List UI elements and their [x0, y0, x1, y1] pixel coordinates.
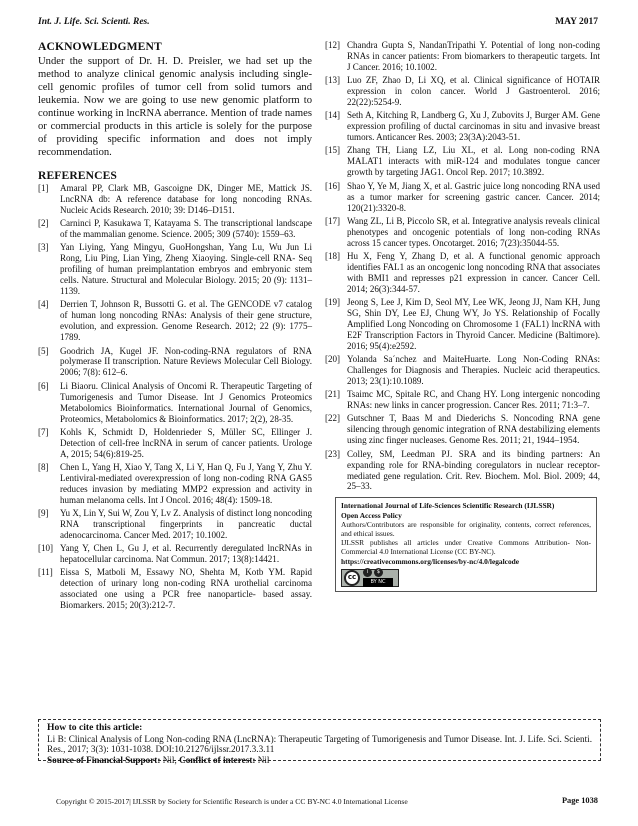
reference-item: [38, 508, 312, 541]
reference-number: [11]: [38, 567, 53, 578]
reference-text: Yolanda Sa´nchez and MaiteHuarte. Long Non-Coding RNAs: Challenges for Diagnosis and Therapies. Nucleic acid therapeutics. 2013; 23(1):10.1089.: [347, 354, 600, 387]
reference-item: [325, 413, 600, 446]
reference-text: Amaral PP, Clark MB, Gascoigne DK, Dinger ME, Mattick JS. LncRNA db: A reference database for long noncoding RNAs. Nucleic Acids Research. 2010; 39: D146–D151.: [60, 183, 312, 215]
reference-text: Wang ZL, Li B, Piccolo SR, et al. Integrative analysis reveals clinical phenotypes and oncogenic potentials of long non-coding RNAs across 15 cancer types. Oncotarget. 2016; 7(23):35044-55.: [347, 215, 600, 248]
acknowledgment-text: Under the support of Dr. H. D. Preisler, we had set up the method to analyze clinical genomic analysis including single-cell genomic profiles of tumor cell from solid tumors and leukemia. Now we are going to use new genomic platform to continue working in lncRNA aberrance. Mention of trade names or commercial products in this article is solely for the purpose of providing specific information and does not imply recommendation.: [38, 56, 312, 158]
left-column: [38, 40, 312, 614]
reference-text: Luo ZF, Zhao D, Li XQ, et al. Clinical significance of HOTAIR expression in colon cancer. World J Gastroenterol. 2016; 22(22):5254-9.: [347, 75, 600, 108]
noncommercial-icon: $: [374, 568, 383, 577]
cc-license-label: [363, 578, 393, 587]
creative-commons-by-nc-badge-icon: [341, 569, 399, 587]
cc-license-icons: [363, 568, 393, 587]
reference-text: Seth A, Kitching R, Landberg G, Xu J, Zubovits J, Burger AM. Gene expression profiling of ductal carcinomas in situ and invasive breast tumors. Anticancer Res. 2003; 23(3A):2043-51.: [347, 110, 600, 143]
reference-text: Derrien T, Johnson R, Bussotti G. et al. The GENCODE v7 catalog of human long noncoding RNAs: Analysis of their gene structure, evolution, and expression. Genome Research. 2012; 22 (9): 1775–1789.: [60, 299, 312, 343]
reference-number: [13]: [325, 75, 341, 86]
acknowledgment-heading: ACKNOWLEDGMENT: [38, 40, 162, 53]
reference-number: [21]: [325, 389, 341, 400]
open-access-policy-heading: Open Access Policy: [341, 510, 402, 520]
references-heading: REFERENCES: [38, 169, 117, 182]
citation-text: Li B: Clinical Analysis of Long Non-coding RNA (LncRNA): Therapeutic Targeting of Tumorigenesis and Tumor Disease. Int. J. Life. Sci. Scienti. Res., 2017; 3(3): 1031-1038. DOI:10.21276/ijlssr.2017.3.3.11: [47, 733, 592, 755]
reference-number: [5]: [38, 345, 49, 356]
reference-number: [20]: [325, 354, 341, 365]
reference-item: [325, 297, 600, 352]
reference-number: [14]: [325, 110, 341, 121]
reference-text: Tsaimc MC, Spitale RC, and Chang HY. Long intergenic noncoding RNAs: new links in cancer progression. Cancer Res. 2011; 71:3–7.: [347, 389, 600, 411]
reference-item: [325, 389, 600, 411]
cc-by-label: BY: [370, 579, 377, 586]
reference-number: [18]: [325, 250, 341, 261]
license-link[interactable]: https://creativecommons.org/licenses/by-nc/4.0/legalcode: [341, 556, 520, 566]
reference-item: [325, 145, 600, 178]
reference-item: [325, 251, 600, 295]
open-access-policy-box: [335, 497, 597, 591]
conflict-value: Nil: [257, 754, 270, 765]
reference-number: [23]: [325, 448, 341, 459]
reference-number: [2]: [38, 218, 49, 229]
reference-text: Jeong S, Lee J, Kim D, Seol MY, Lee WK, Jeong JJ, Nam KH, Jung SG, Shin DY, Lee EJ, Chung WY, Jo YS. Relationship of Focally Amplified Long Noncoding on Chromosome 1 (FAL1) lncRNA with E2F Transcription Factors in Thyroid Cancer. Medicine (Baltimore). 2016; 95(4):e2592.: [347, 297, 600, 351]
reference-text: Carninci P, Kasukawa T, Katayama S. The transcriptional landscape of the mammalian genome. Science. 2005; 309 (5740): 1559–63.: [60, 218, 312, 240]
reference-text: Goodrich JA, Kugel JF. Non-coding-RNA regulators of RNA polymerase II transcription. Nature Reviews Molecular Cell Biology. 2006; 7(8): 612–6.: [60, 345, 312, 378]
reference-number: [10]: [38, 543, 54, 554]
citation-heading: How to cite this article:: [47, 722, 143, 733]
reference-number: [7]: [38, 426, 49, 437]
reference-text: Yang Y, Chen L, Gu J, et al. Recurrently deregulated lncRNAs in hepatocellular carcinoma. Nat Commun. 2017; 13(8):14421.: [60, 543, 312, 565]
reference-text: Yan Liying, Yang Mingyu, GuoHongshan, Yang Lu, Wu Jun Li Rong, Liu Ping, Lian Ying, Zheng Xiaoying. Single-cell RNA- Seq profiling of human preimplantation embryos and embryonic stem cells. Nature. Structural and Molecular Biology. 2015; 20 (9): 1131–1139.: [60, 242, 312, 297]
reference-number: [8]: [38, 461, 49, 472]
reference-text: Gutschner T, Baas M and Diederichs S. Noncoding RNA gene silencing through genomic integration of RNA destabilizing elements using zinc finger nucleases. Genome Res. 2011; 21, 1944–1954.: [347, 413, 600, 446]
reference-item: [325, 354, 600, 387]
right-column: [325, 40, 600, 592]
cc-logo-icon: cc: [344, 570, 360, 586]
open-access-responsibility-text: Authors/Contributors are responsible for originality, contents, correct references, and ethical issues.: [341, 519, 591, 539]
journal-header: Int. J. Life. Sci. Scienti. Res.: [38, 17, 150, 27]
reference-list-right: [325, 40, 600, 492]
cc-nc-label: NC: [378, 579, 386, 586]
reference-number: [6]: [38, 380, 49, 391]
conflict-label: Conflict of interest:: [179, 754, 256, 765]
reference-item: [325, 216, 600, 249]
reference-number: [4]: [38, 299, 49, 310]
reference-list-left: [38, 183, 312, 611]
funding-label: Source of Financial Support:: [47, 754, 161, 765]
reference-item: [38, 242, 312, 297]
open-access-license-text: IJLSSR publishes all articles under Creative Commons Attribution- Non-Commercial 4.0 International License (CC BY-NC).: [341, 538, 591, 557]
reference-item: [38, 462, 312, 506]
reference-number: [16]: [325, 180, 341, 191]
copyright-footer: Copyright © 2015-2017| IJLSSR by Society for Scientific Research is under a CC BY-NC 4.0 International License: [56, 797, 408, 806]
reference-item: [38, 183, 312, 216]
reference-text: Yu X, Lin Y, Sui W, Zou Y, Lv Z. Analysis of distinct long noncoding RNA transcriptional fingerprints in pancreatic ductal adenocarcinoma. Cancer Med. 2017; 10.1002.: [60, 508, 312, 540]
reference-item: [325, 181, 600, 214]
reference-number: [3]: [38, 242, 49, 253]
reference-number: [19]: [325, 297, 341, 308]
issue-date: MAY 2017: [555, 17, 598, 27]
reference-item: [38, 427, 312, 460]
reference-text: Eissa S, Matboli M, Essawy NO, Shehta M, Kotb YM. Rapid detection of urinary long non-coding RNA urothelial carcinoma associated one using a PCR free nanoparticle- based assay. Biomarkers. 2015; 20(3):212-7.: [60, 567, 312, 611]
open-access-journal-title: International Journal of Life-Sciences Scientific Research (IJLSSR): [341, 501, 555, 511]
reference-text: Colley, SM, Leedman PJ. SRA and its binding partners: An expanding role for RNA-binding coregulators in nuclear receptor-mediated gene regulation. Crit. Rev. Biochem. Mol. Biol. 2009; 44, 25–33.: [347, 448, 600, 492]
reference-number: [22]: [325, 413, 341, 424]
reference-item: [38, 299, 312, 343]
reference-number: [9]: [38, 508, 49, 519]
funding-value: Nil,: [162, 754, 177, 765]
page-number: Page 1038: [561, 796, 598, 805]
reference-number: [12]: [325, 40, 341, 50]
reference-item: [38, 346, 312, 379]
reference-text: Chandra Gupta S, NandanTripathi Y. Potential of long non-coding RNAs in cancer patients: From biomarkers to therapeutic targets. Int J Cancer. 2016; 10.1002.: [347, 40, 600, 72]
reference-number: [15]: [325, 145, 341, 156]
citation-box: [38, 719, 601, 765]
reference-number: [17]: [325, 215, 341, 226]
reference-text: Shao Y, Ye M, Jiang X, et al. Gastric juice long noncoding RNA used as a tumor marker for screening gastric cancer. Cancer. 2014; 120(21):3320-8.: [347, 180, 600, 213]
reference-item: [325, 40, 600, 73]
reference-text: Li Biaoru. Clinical Analysis of Oncomi R. Therapeutic Targeting of Tumorigenesis and Tumor Disease. Int J Genomics Proteomics Metabolomics Bioinformatics. International Journal of Genomics, Proteomics, Metabolomics & Bioinformatics. 2017; 2(2), 28-35.: [60, 380, 312, 424]
attribution-icon: i: [363, 568, 372, 577]
reference-item: [38, 543, 312, 565]
reference-item: [325, 110, 600, 143]
reference-text: Hu X, Feng Y, Zhang D, et al. A functional genomic approach identifies FAL1 as an oncogenic long noncoding RNA that associates with BMI1 and represses p21 expression in cancer. Cancer Cell. 2014; 26(3):344-57.: [347, 250, 600, 294]
reference-item: [38, 218, 312, 240]
reference-item: [325, 449, 600, 493]
reference-item: [325, 75, 600, 108]
reference-text: Kohls K, Schmidt D, Holdenrieder S, Müller SC, Ellinger J. Detection of cell-free lncRNA in serum of cancer patients. Urologe A, 2015; 54(6):819-25.: [60, 426, 312, 459]
reference-number: [1]: [38, 183, 49, 193]
funding-conflict-line: [47, 755, 592, 766]
reference-text: Zhang TH, Liang LZ, Liu XL, et al. Long non-coding RNA MALAT1 interacts with miR-124 and modulates tongue cancer growth by targeting JAG1. Oncol Rep. 2017; 10.3892.: [347, 145, 600, 178]
reference-item: [38, 381, 312, 425]
reference-text: Chen L, Yang H, Xiao Y, Tang X, Li Y, Han Q, Fu J, Yang Y, Zhu Y. Lentiviral-mediated overexpression of long non-coding RNA GAS5 reduces invasion by mediating MMP2 expression and activity in human melanoma cells. Int J Oncol. 2016; 48(4): 1509-18.: [60, 461, 312, 505]
reference-item: [38, 567, 312, 611]
